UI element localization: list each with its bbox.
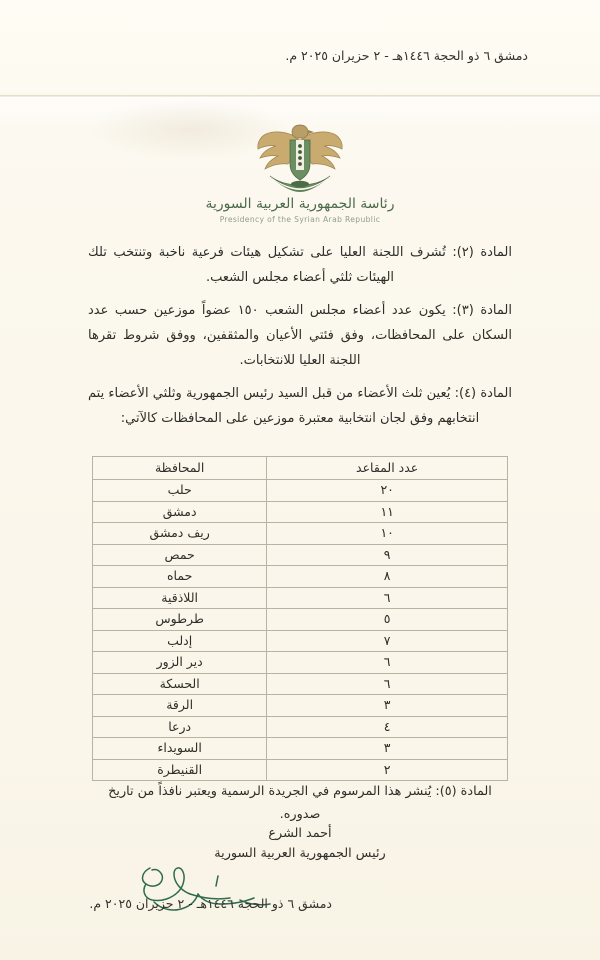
seat-distribution-table bbox=[92, 456, 508, 781]
cell-seats: ١٠ bbox=[267, 523, 508, 545]
cell-governorate: حماه bbox=[93, 566, 267, 588]
cell-governorate: دمشق bbox=[93, 501, 267, 523]
letterhead bbox=[0, 196, 600, 224]
cell-seats: ٦ bbox=[267, 652, 508, 674]
table-body bbox=[93, 480, 508, 781]
cell-governorate: القنيطرة bbox=[93, 759, 267, 781]
table-row bbox=[93, 501, 508, 523]
cell-seats: ٦ bbox=[267, 587, 508, 609]
scan-seam-line bbox=[0, 95, 600, 97]
table-row bbox=[93, 630, 508, 652]
table-row bbox=[93, 738, 508, 760]
table-row bbox=[93, 716, 508, 738]
article-5: المادة (٥): يُنشر هذا المرسوم في الجريدة الرسمية ويعتبر نافذاً من تاريخ صدوره. bbox=[108, 784, 492, 823]
cell-governorate: اللاذقية bbox=[93, 587, 267, 609]
column-header-seats: عدد المقاعد bbox=[267, 457, 508, 480]
cell-seats: ٥ bbox=[267, 609, 508, 631]
table-row bbox=[93, 523, 508, 545]
table-row bbox=[93, 609, 508, 631]
cell-governorate: إدلب bbox=[93, 630, 267, 652]
cell-seats: ٤ bbox=[267, 716, 508, 738]
emblem-container bbox=[0, 122, 600, 198]
table-row bbox=[93, 544, 508, 566]
cell-governorate: طرطوس bbox=[93, 609, 267, 631]
cell-seats: ٣ bbox=[267, 738, 508, 760]
cell-governorate: الرقة bbox=[93, 695, 267, 717]
cell-governorate: السويداء bbox=[93, 738, 267, 760]
cell-seats: ٩ bbox=[267, 544, 508, 566]
cell-seats: ١١ bbox=[267, 501, 508, 523]
table-row bbox=[93, 673, 508, 695]
article-3: المادة (٣): يكون عدد أعضاء مجلس الشعب ١٥٠ عضواً موزعين حسب عدد السكان على المحافظات، وفق فئتي الأعيان والمثقفين، ووفق شروط تقرها اللجنة العليا للانتخابات. bbox=[88, 302, 512, 369]
cell-governorate: حلب bbox=[93, 480, 267, 502]
cell-governorate: الحسكة bbox=[93, 673, 267, 695]
article-2: المادة (٢): تُشرف اللجنة العليا على تشكيل هيئات فرعية ناخبة وتنتخب تلك الهيئات ثلثي أعضاء مجلس الشعب. bbox=[88, 245, 512, 286]
table-row bbox=[93, 759, 508, 781]
cell-seats: ٢٠ bbox=[267, 480, 508, 502]
table-row bbox=[93, 480, 508, 502]
signature-block bbox=[0, 824, 600, 865]
table-row bbox=[93, 652, 508, 674]
table-header-row bbox=[93, 457, 508, 480]
syrian-eagle-emblem bbox=[252, 122, 348, 194]
table-row bbox=[93, 695, 508, 717]
cell-governorate: دير الزور bbox=[93, 652, 267, 674]
letterhead-english-title: Presidency of the Syrian Arab Republic bbox=[219, 214, 381, 224]
article-4: المادة (٤): يُعين ثلث الأعضاء من قبل السيد رئيس الجمهورية وثلثي الأعضاء يتم انتخابهم وفق لجان انتخابية معتبرة موزعين على المحافظات كالآتي: bbox=[88, 385, 513, 427]
articles-container bbox=[88, 240, 512, 431]
signatory-title: رئيس الجمهورية العربية السورية bbox=[214, 846, 386, 862]
cell-seats: ٧ bbox=[267, 630, 508, 652]
cell-governorate: درعا bbox=[93, 716, 267, 738]
cell-governorate: حمص bbox=[93, 544, 267, 566]
cell-seats: ٦ bbox=[267, 673, 508, 695]
document-top-date: دمشق ٦ ذو الحجة ١٤٤٦هـ - ٢ حزيران ٢٠٢٥ م. bbox=[285, 48, 528, 63]
column-header-governorate: المحافظة bbox=[93, 457, 267, 480]
table-row bbox=[93, 566, 508, 588]
cell-seats: ٢ bbox=[267, 759, 508, 781]
letterhead-arabic-title: رئاسة الجمهورية العربية السورية bbox=[205, 196, 395, 212]
cell-governorate: ريف دمشق bbox=[93, 523, 267, 545]
cell-seats: ٨ bbox=[267, 566, 508, 588]
table-row bbox=[93, 587, 508, 609]
cell-seats: ٣ bbox=[267, 695, 508, 717]
document-footer-date: دمشق ٦ ذو الحجة ١٤٤٦هـ - ٢ حزيران ٢٠٢٥ م. bbox=[89, 896, 332, 911]
signatory-name: أحمد الشرع bbox=[268, 826, 332, 841]
